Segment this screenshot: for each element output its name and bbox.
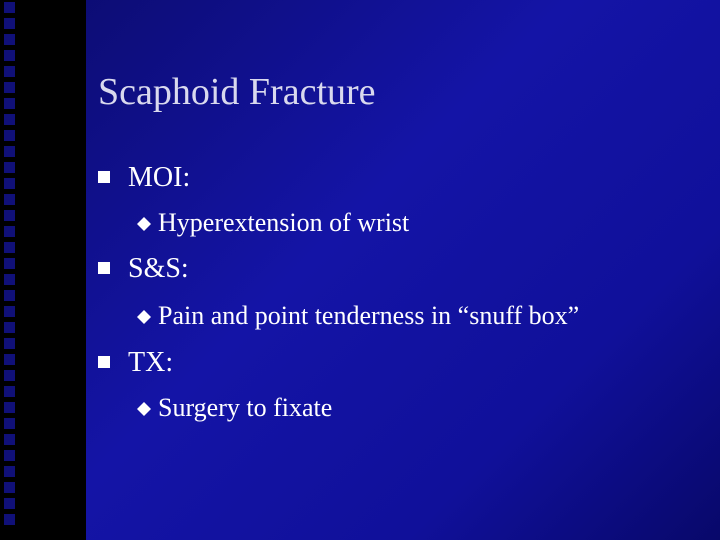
decorative-squares xyxy=(4,0,24,540)
decorative-square xyxy=(4,370,15,381)
decorative-square xyxy=(4,514,15,525)
sub-bullet-item xyxy=(136,393,332,423)
decorative-square xyxy=(4,98,15,109)
decorative-square xyxy=(4,82,15,93)
decorative-square xyxy=(4,322,15,333)
decorative-square xyxy=(4,338,15,349)
decorative-square xyxy=(4,290,15,301)
diamond-bullet-icon xyxy=(136,216,152,232)
bullet-label: S&S: xyxy=(128,253,189,284)
bullet-label: MOI: xyxy=(128,162,191,193)
decorative-square xyxy=(4,226,15,237)
decorative-square xyxy=(4,2,15,13)
square-bullet-icon xyxy=(98,262,110,274)
decorative-square xyxy=(4,466,15,477)
decorative-square xyxy=(4,130,15,141)
left-decorative-band xyxy=(0,0,86,540)
diamond-bullet-icon xyxy=(136,401,152,417)
decorative-square xyxy=(4,482,15,493)
decorative-square xyxy=(4,386,15,397)
decorative-square xyxy=(4,18,15,29)
decorative-square xyxy=(4,146,15,157)
decorative-square xyxy=(4,306,15,317)
decorative-square xyxy=(4,418,15,429)
slide-title: Scaphoid Fracture xyxy=(98,71,376,113)
decorative-square xyxy=(4,114,15,125)
decorative-square xyxy=(4,194,15,205)
square-bullet-icon xyxy=(98,171,110,183)
decorative-square xyxy=(4,274,15,285)
decorative-square xyxy=(4,210,15,221)
decorative-square xyxy=(4,450,15,461)
decorative-square xyxy=(4,434,15,445)
sub-bullet-item xyxy=(136,301,579,331)
diamond-bullet-icon xyxy=(136,309,152,325)
decorative-square xyxy=(4,50,15,61)
square-bullet-icon xyxy=(98,356,110,368)
decorative-square xyxy=(4,162,15,173)
decorative-square xyxy=(4,34,15,45)
decorative-square xyxy=(4,402,15,413)
bullet-label: TX: xyxy=(128,347,174,378)
sub-bullet-text: Pain and point tenderness in “snuff box” xyxy=(158,301,580,330)
decorative-square xyxy=(4,354,15,365)
bullet-item-ss xyxy=(98,253,189,285)
bullet-item-tx xyxy=(98,347,173,379)
decorative-square xyxy=(4,498,15,509)
decorative-square xyxy=(4,258,15,269)
decorative-square xyxy=(4,66,15,77)
sub-bullet-text: Hyperextension of wrist xyxy=(158,208,410,237)
decorative-square xyxy=(4,242,15,253)
sub-bullet-text: Surgery to fixate xyxy=(158,393,333,422)
decorative-square xyxy=(4,178,15,189)
sub-bullet-item xyxy=(136,208,409,238)
bullet-item-moi xyxy=(98,162,190,194)
